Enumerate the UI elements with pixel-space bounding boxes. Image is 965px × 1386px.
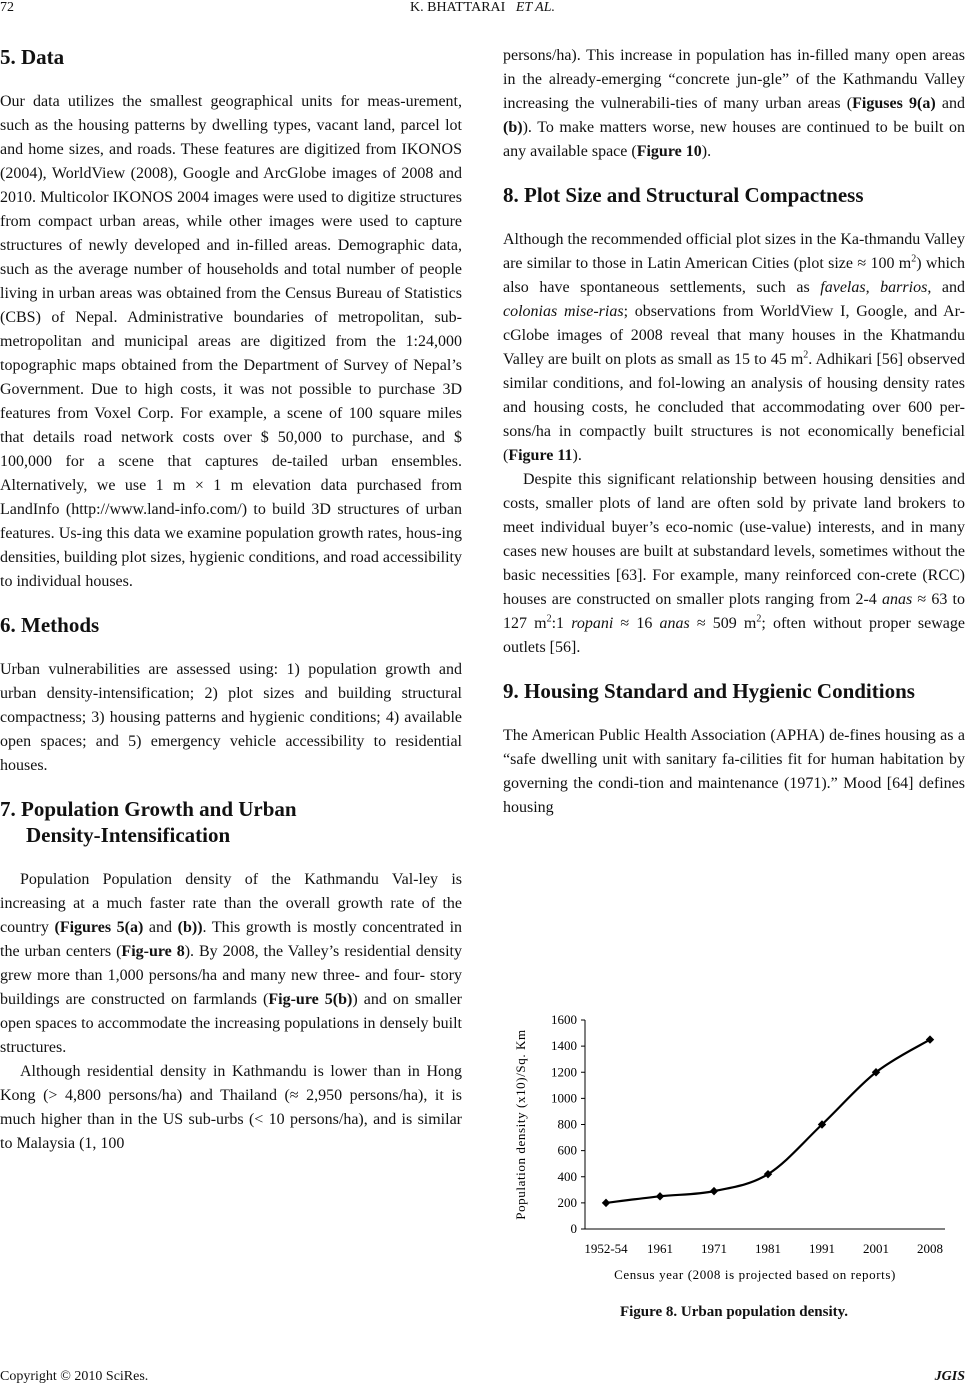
population-title-line2: Density-Intensification (26, 823, 231, 847)
housing-paragraph: The American Public Health Association (APHA) de-fines housing as a “safe dwelling unit with sanitary fa-cilities fit for human habitation by governing the condi-tion and maintenance (1971).” Mood [64] defines housing (503, 727, 965, 816)
x-tick-label: 1981 (755, 1241, 781, 1256)
population-paragraph-2: Although residential density in Kathmandu is lower than in Hong Kong (> 4,800 persons/ha) and Thailand (≈ 2,950 persons/ha), it is much higher than in the US sub-urbs (< 10 persons/ha), and is similar to Malaysia (1, 100 (0, 1063, 462, 1152)
methods-paragraph: Urban vulnerabilities are assessed using: 1) population growth and urban density-intensification; 2) plot sizes and building structural compactness; 3) housing patterns and hygienic conditions; 4) available open spaces; and 5) emergency vehicle accessibility to residential houses. (0, 661, 462, 774)
data-paragraph: Our data utilizes the smallest geographical units for meas-urement, such as the housing patterns by dwelling types, vacant land, parcel lot and home sizes, and roads. These features are digitized from IKONOS (2004), WorldView (2008), Google and ArcGlobe images of 2008 and 2010. Multicolor IKONOS 2004 images were used to digitize structures from compact urban areas, while other images were used to capture structures of newly developed and in-filled areas. Demographic data, such as the average number of households and total number of people living in urban areas was obtained from the Census Bureau of Statistics (CBS) of Nepal. Administrative boundaries of metropolitan, sub-metropolitan and municipal areas are digitized from the 1:24,000 topographic maps obtained from the Department of Survey of Nepal’s Government. Due to high costs, it was not possible to purchase 3D features from Voxel Corp. For example, a scene of 100 square miles that details road network costs over $ 50,000 to purchase, and $ 100,000 for a scene that captures de-tailed urban ensembles. Alternatively, we use 1 m × 1 m elevation data purchased from LandInfo (http://www.land-info.com/) to build 3D structures of urban features. Us-ing this data we examine population growth rates, hous-ing densities, building plot sizes, hygienic conditions, and road accessibility to individual houses. (0, 93, 462, 590)
x-tick-label: 1991 (809, 1241, 835, 1256)
series-line (606, 1040, 930, 1203)
y-tick-label: 1200 (551, 1064, 577, 1080)
plot-paragraph-2: Despite this significant relationship between housing densities and costs, smaller plots of land are often sold by private land brokers to meet individual buyer’s eco-nomic (use-value) interests, and in many cases new houses are built at substandard levels, sometimes without the basic necessities [63]. For example, many reinforced con-crete (RCC) houses are constructed on smaller plots ranging from 2-4 anas ≈ 63 to 127 $m^2:1$ ropani ≈ 16 anas ≈ 509 $m^2$; often without proper sewage outlets [56]. (503, 471, 965, 656)
y-tick-label: 200 (557, 1194, 577, 1210)
figure-caption: Figure 8. Urban population density. (619, 1304, 849, 1320)
right-column (503, 44, 965, 820)
x-tick-label: 1952-54 (584, 1241, 628, 1256)
ref-figure-11[interactable]: Figure 11 (508, 447, 573, 464)
header-authors: K. BHATTARAI (410, 0, 506, 15)
page-number: 72 (0, 0, 14, 15)
x-tick-label: 1961 (647, 1241, 673, 1256)
ref-figure-10[interactable]: Figure 10 (636, 143, 702, 160)
right-continued-paragraph: persons/ha). This increase in population has in-filled many open areas in the already-emerging “concrete jun-gle” of the Kathmandu Valley increasing the vulnerabili-ties of many urban areas (Figuses 9(a) and (b)). To make matters worse, new houses are continued to be built on any available space (Figure 10). (503, 47, 965, 160)
y-tick-label: 800 (557, 1116, 577, 1132)
data-point (602, 1199, 610, 1207)
x-tick-label: 1971 (701, 1241, 727, 1256)
header-et-al: ET AL. (515, 0, 555, 15)
ref-figure-9a[interactable]: Figuses 9(a) (852, 95, 936, 112)
y-axis-title: Population density (x10)/Sq. Km (513, 1029, 528, 1220)
population-density-chart (505, 1006, 965, 1306)
data-point (710, 1187, 718, 1195)
ref-figure-5a[interactable]: (Figures 5(a) (54, 919, 144, 936)
footer-journal: JGIS (934, 1369, 965, 1384)
y-tick-label: 600 (557, 1142, 577, 1158)
y-tick-label: 0 (570, 1221, 577, 1236)
left-column (0, 44, 462, 1156)
population-title-line1: 7. Population Growth and Urban (0, 797, 297, 821)
ref-figure-5b[interactable]: (b)) (177, 919, 203, 936)
y-tick-label: 400 (557, 1168, 577, 1184)
x-tick-label: 2008 (917, 1241, 943, 1256)
y-tick-label: 1600 (551, 1012, 577, 1027)
x-axis-title: Census year (2008 is projected based on reports) (614, 1267, 896, 1282)
population-paragraph-1: Population Population density of the Kathmandu Val-ley is increasing at a much faster rate than the overall growth rate of the country (Figures 5(a) and (b)). This growth is mostly concentrated in the urban centers (Fig-ure 8). By 2008, the Valley’s residential density grew more than 1,000 persons/ha and many new three- and four- story buildings are constructed on farmlands (Fig-ure 5(b)) and on smaller open spaces to accommodate the increasing populations in densely built structures. (0, 871, 463, 1056)
section-title-methods: 6. Methods (0, 613, 100, 637)
plot-paragraph-1: Although the recommended official plot sizes in the Ka-thmandu Valley are similar to those in Latin American Cities (plot size ≈ 100 $m^2$) which also have spontaneous settlements, such as favelas, barrios, and colonias mise-rias; observations from WorldView I, Google, and Ar-cGlobe images of 2008 reveal that many houses in the Khatmandu Valley are built on plots as small as 15 to 45 $m^2$. Adhikari [56] observed similar conditions, and fol-lowing an analysis of housing density rates and housing costs, he concluded that accommodating over 600 per-sons/ha in compactly built structures is not economically beneficial (Figure 11). (503, 231, 965, 464)
ref-figure-9b[interactable]: (b) (503, 119, 523, 136)
ref-figure-5b-2[interactable]: Fig-ure 5(b) (268, 991, 353, 1008)
data-point (656, 1192, 664, 1200)
ref-figure-8[interactable]: Fig-ure 8 (121, 943, 185, 960)
section-title-data: 5. Data (0, 45, 65, 69)
running-header (0, 0, 965, 16)
footer-copyright: Copyright © 2010 SciRes. (0, 1369, 149, 1384)
y-tick-label: 1000 (551, 1090, 577, 1106)
section-title-plot: 8. Plot Size and Structural Compactness (503, 183, 864, 207)
section-title-population (0, 796, 462, 848)
y-tick-label: 1400 (551, 1038, 577, 1054)
section-title-housing: 9. Housing Standard and Hygienic Conditions (503, 679, 915, 703)
x-tick-label: 2001 (863, 1241, 889, 1256)
figure-8 (505, 1006, 965, 1306)
